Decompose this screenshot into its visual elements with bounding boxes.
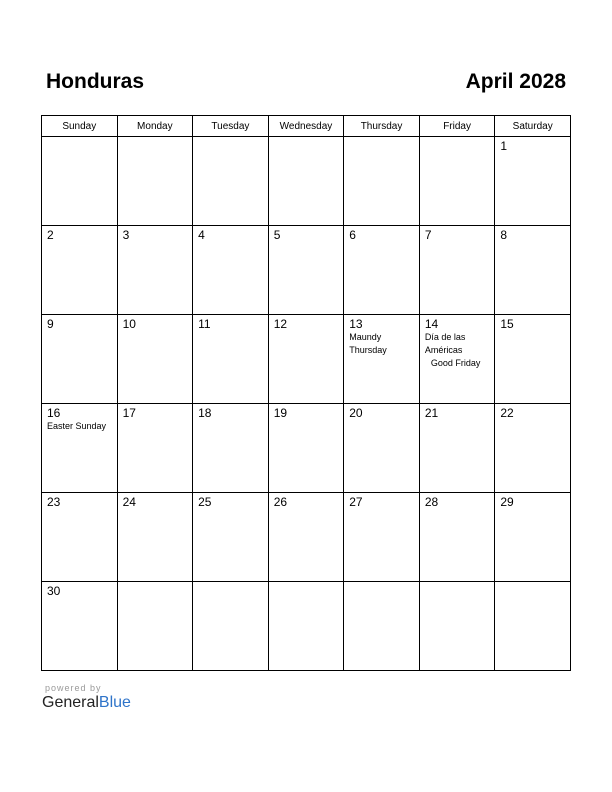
day-cell: [42, 493, 118, 582]
day-cell: [193, 582, 269, 671]
weekday-header: Sunday: [42, 116, 118, 137]
day-number: 27: [349, 495, 363, 509]
day-number: 20: [349, 406, 363, 420]
day-number: 17: [122, 406, 136, 420]
day-cell: [495, 315, 571, 404]
generalblue-logo: [42, 694, 131, 712]
day-number: 15: [500, 317, 514, 331]
day-number: 14: [424, 317, 439, 331]
day-cell: [268, 315, 344, 404]
day-cell: [419, 582, 495, 671]
day-number: 12: [273, 317, 288, 331]
day-number: 25: [198, 495, 212, 509]
logo-text-general: General: [42, 694, 99, 711]
day-cell: [344, 315, 420, 404]
day-cell: [42, 582, 118, 671]
day-cell: [419, 226, 495, 315]
day-cell: [268, 137, 344, 226]
day-cell: [117, 582, 193, 671]
weekday-header: Friday: [419, 116, 495, 137]
month-year-title: April 2028: [465, 70, 566, 93]
day-cell: [193, 404, 269, 493]
day-cell: [495, 582, 571, 671]
day-number: 6: [349, 228, 356, 242]
day-cell: [495, 493, 571, 582]
weekday-header: Monday: [117, 116, 193, 137]
day-number: 13: [349, 317, 363, 331]
day-cell: [42, 315, 118, 404]
day-cell: [344, 582, 420, 671]
day-cell: [268, 226, 344, 315]
week-row: [42, 582, 571, 671]
day-number: 22: [500, 406, 514, 420]
day-number: 10: [122, 317, 136, 331]
day-number: 2: [47, 228, 54, 242]
day-cell: [193, 493, 269, 582]
day-cell: [344, 404, 420, 493]
day-cell: [117, 404, 193, 493]
week-row: [42, 226, 571, 315]
day-cell: [117, 315, 193, 404]
holiday-label: Easter Sunday: [47, 421, 107, 431]
week-row: [42, 315, 571, 404]
day-number: 18: [198, 406, 212, 420]
calendar-grid: [41, 115, 571, 671]
holiday-label: Thursday: [349, 345, 387, 355]
day-cell: [344, 226, 420, 315]
day-cell: [193, 226, 269, 315]
day-cell: [344, 493, 420, 582]
weekday-header: Thursday: [344, 116, 420, 137]
day-number: 19: [273, 406, 288, 420]
holiday-label: Good Friday: [430, 358, 481, 368]
day-number: 21: [424, 406, 439, 420]
weekday-header: Saturday: [495, 116, 571, 137]
day-number: 7: [424, 228, 432, 242]
day-cell: [117, 226, 193, 315]
weekday-header: Wednesday: [268, 116, 344, 137]
day-cell: [193, 137, 269, 226]
day-number: 4: [198, 228, 205, 242]
day-cell: [193, 315, 269, 404]
day-cell: [495, 137, 571, 226]
day-cell: [419, 315, 495, 404]
day-cell: [495, 226, 571, 315]
week-row: [42, 137, 571, 226]
day-number: 28: [424, 495, 439, 509]
day-number: 5: [273, 228, 281, 242]
day-cell: [419, 137, 495, 226]
day-number: 1: [500, 139, 508, 153]
weekday-header-row: [42, 116, 571, 137]
day-cell: [268, 404, 344, 493]
logo-text-blue: Blue: [98, 694, 131, 711]
day-cell: [117, 493, 193, 582]
day-cell: [42, 137, 118, 226]
day-number: 3: [122, 228, 130, 242]
day-cell: [268, 582, 344, 671]
week-row: [42, 493, 571, 582]
day-cell: [495, 404, 571, 493]
day-number: 9: [47, 317, 54, 331]
day-cell: [344, 137, 420, 226]
week-row: [42, 404, 571, 493]
holiday-label: Américas: [424, 345, 463, 355]
day-number: 16: [47, 406, 61, 420]
day-cell: [117, 137, 193, 226]
weekday-header: Tuesday: [193, 116, 269, 137]
day-number: 8: [500, 228, 508, 242]
day-number: 30: [47, 584, 61, 598]
holiday-label: Maundy: [349, 332, 382, 342]
day-number: 23: [47, 495, 61, 509]
day-cell: [42, 226, 118, 315]
day-number: 29: [500, 495, 514, 509]
powered-by-text: powered by: [45, 683, 102, 693]
day-cell: [268, 493, 344, 582]
day-number: 11: [198, 317, 211, 331]
country-title: Honduras: [46, 70, 145, 93]
day-cell: [42, 404, 118, 493]
day-number: 26: [273, 495, 288, 509]
day-number: 24: [122, 495, 136, 509]
holiday-label: Día de las: [424, 332, 466, 342]
day-cell: [419, 493, 495, 582]
day-cell: [419, 404, 495, 493]
